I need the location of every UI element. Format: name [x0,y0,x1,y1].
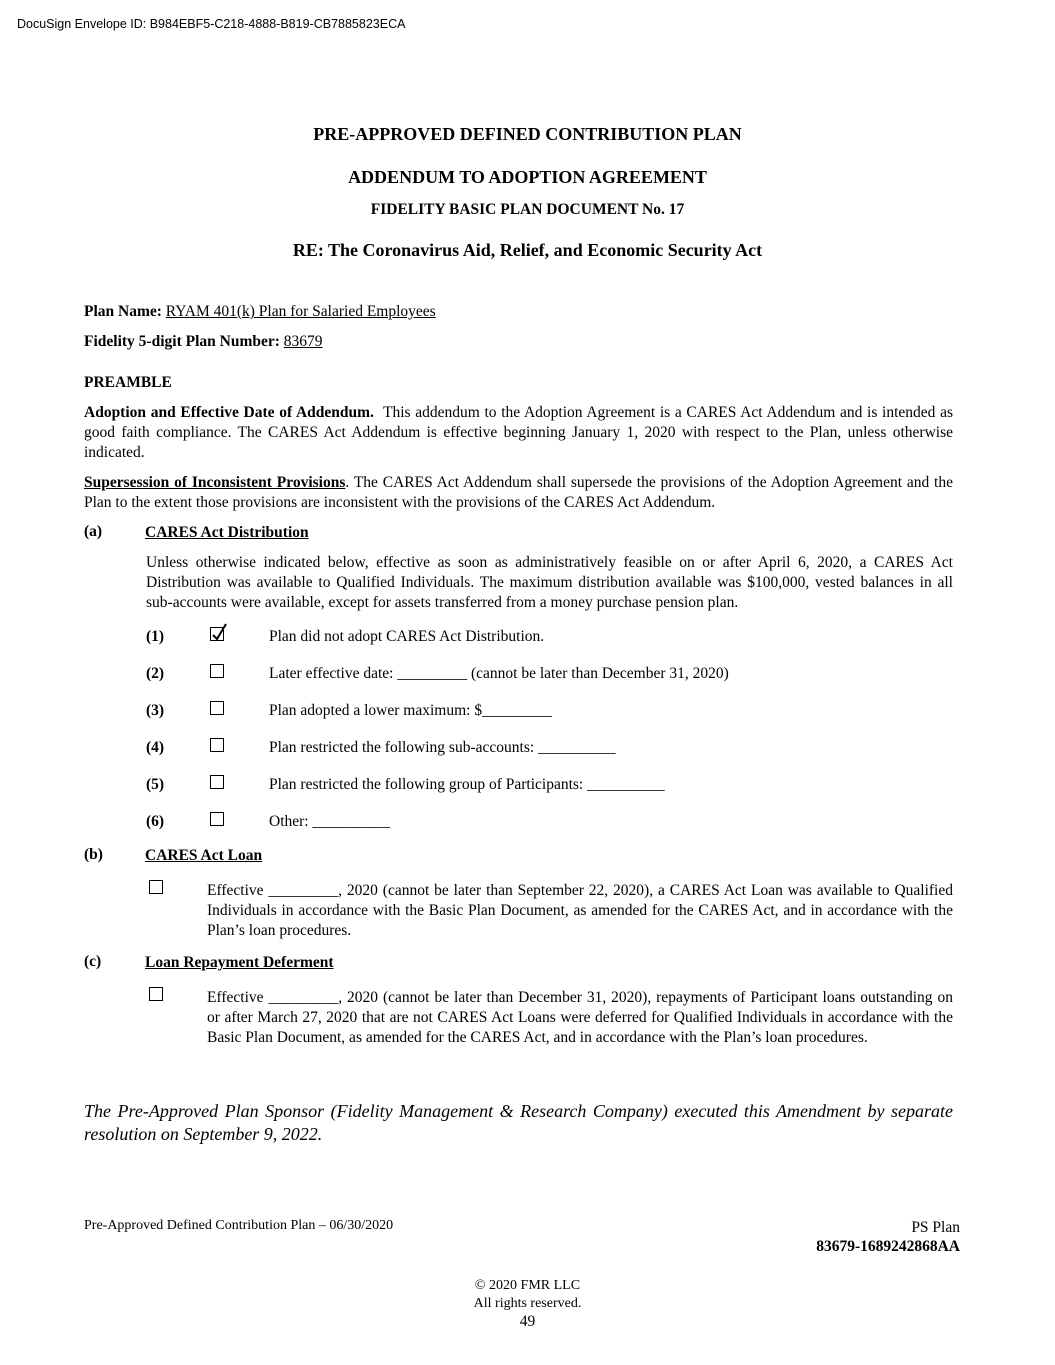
section-a-text: Unless otherwise indicated below, effective as soon as administratively feasible on or after April 6, 2020, a CARES Act Distribution was available to Qualified Individuals. The maximum distribution available was $100,000, vested balances in all sub-accounts were available, except for assets transferred from a money purchase pension plan. [146,554,953,611]
option-2-number: (2) [146,665,165,682]
supersession-paragraph [84,473,953,513]
option-6-text: Other: __________ [269,813,390,830]
section-c-label: (c) [84,953,102,970]
re-title: RE: The Coronavirus Aid, Relief, and Economic Security Act [292,240,763,260]
option-5-checkbox[interactable] [210,775,224,789]
docusign-envelope-id: DocuSign Envelope ID: B984EBF5-C218-4888-B819-CB7885823ECA [17,17,406,31]
option-4-text: Plan restricted the following sub-accounts: __________ [269,739,616,756]
footer-rights: All rights reserved. [473,1296,582,1311]
preamble-heading: PREAMBLE [84,374,172,391]
section-a-label: (a) [84,523,103,540]
adoption-paragraph [84,403,953,463]
plan-name-value: RYAM 401(k) Plan for Salaried Employees [165,303,436,320]
footer-copyright: © 2020 FMR LLC [474,1278,581,1293]
plan-number-line [84,332,323,352]
option-1-number: (1) [146,628,165,645]
cares-loan-checkbox[interactable] [149,880,163,894]
option-5-text: Plan restricted the following group of Participants: __________ [269,776,665,793]
document-title: PRE-APPROVED DEFINED CONTRIBUTION PLAN [313,124,742,144]
footer-ps-plan: PS Plan [911,1219,960,1236]
section-b-title: CARES Act Loan [145,847,263,864]
adoption-text: This addendum to the Adoption Agreement is a CARES Act Addendum and is intended as good faith compliance. The CARES Act Addendum is effective beginning January 1, 2020 with respect to the Plan, unless otherwise indicated. [84,404,953,461]
option-4-number: (4) [146,739,165,756]
closing-statement: The Pre-Approved Plan Sponsor (Fidelity Management & Research Company) executed this Amendment by separate resolution on September 9, 2022. [84,1101,953,1144]
plan-number-label: Fidelity 5-digit Plan Number: [84,333,280,350]
footer-plan-id: 83679-1689242868AA [816,1238,960,1255]
option-1-text: Plan did not adopt CARES Act Distribution. [269,628,545,645]
checkmark-icon [210,622,228,642]
plan-name-line [84,302,436,322]
section-b-label: (b) [84,846,103,863]
loan-deferment-checkbox[interactable] [149,987,163,1001]
option-5-number: (5) [146,776,165,793]
supersession-text: . The CARES Act Addendum shall supersede the provisions of the Adoption Agreement and the Plan to the extent those provisions are inconsistent with the provisions of the CARES Act Addendum. [84,474,953,511]
adoption-title: Adoption and Effective Date of Addendum. [84,404,374,421]
plan-name-label: Plan Name: [84,303,162,320]
basic-plan-document-title: FIDELITY BASIC PLAN DOCUMENT No. 17 [370,201,685,218]
option-2-checkbox[interactable] [210,664,224,678]
option-4-checkbox[interactable] [210,738,224,752]
supersession-title: Supersession of Inconsistent Provisions [84,474,346,491]
option-2-text: Later effective date: _________ (cannot be later than December 31, 2020) [269,665,729,682]
footer-left: Pre-Approved Defined Contribution Plan – 06/30/2020 [84,1218,394,1233]
section-a-title: CARES Act Distribution [145,524,309,541]
section-c-text: Effective _________, 2020 (cannot be later than December 31, 2020), repayments of Participant loans outstanding on or after March 27, 2020 that are not CARES Act Loans were deferred for Qualified Individuals in accordance with the Basic Plan Document, as amended for the CARES Act, and in accordance with the Plan’s loan procedures. [207,989,953,1046]
option-3-number: (3) [146,702,165,719]
plan-number-value: 83679 [283,333,323,350]
section-b-text: Effective _________, 2020 (cannot be later than September 22, 2020), a CARES Act Loan was available to Qualified Individuals in accordance with the Basic Plan Document, as amended for the CARES Act, and in accordance with the Plan’s loan procedures. [207,882,953,939]
option-6-number: (6) [146,813,165,830]
option-3-text: Plan adopted a lower maximum: $_________ [269,702,552,719]
option-6-checkbox[interactable] [210,812,224,826]
option-3-checkbox[interactable] [210,701,224,715]
section-c-title: Loan Repayment Deferment [145,954,334,971]
option-1-checkbox[interactable] [210,627,224,641]
addendum-title: ADDENDUM TO ADOPTION AGREEMENT [348,167,707,187]
page-number: 49 [519,1313,536,1330]
